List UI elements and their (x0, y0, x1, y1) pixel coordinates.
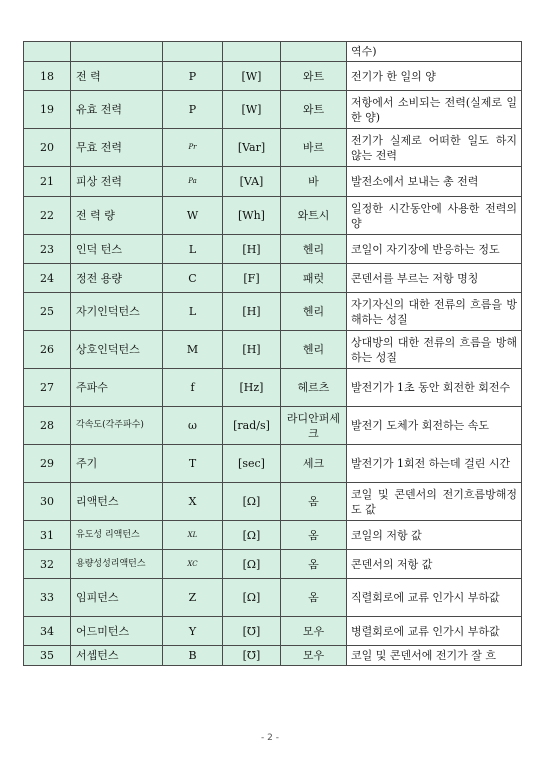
cell-term: 상호인덕턴스 (71, 331, 163, 369)
cell-unit-name: 바르 (281, 129, 347, 167)
cell-symbol: B (163, 646, 223, 666)
table-row (24, 550, 522, 579)
cell-unit-name: 와트시 (281, 197, 347, 235)
cell-unit: [Var] (223, 129, 281, 167)
table-row (24, 483, 522, 521)
cell-unit: [Ω] (223, 483, 281, 521)
page-number: - 2 - (261, 733, 279, 743)
table-row (24, 62, 522, 91)
cell-description: 저항에서 소비되는 전력(실제로 일한 양) (347, 91, 522, 129)
cell-unit: [H] (223, 235, 281, 264)
cell-no: 26 (24, 331, 71, 369)
cell-term: 주파수 (71, 369, 163, 407)
cell-symbol: P (163, 91, 223, 129)
cell-no: 30 (24, 483, 71, 521)
cell-symbol: ω (163, 407, 223, 445)
cell-unit-name: 옴 (281, 579, 347, 617)
cell-description: 코일 및 콘덴서의 전기흐름방해정도 값 (347, 483, 522, 521)
cell-no: 23 (24, 235, 71, 264)
cell-symbol: Pa (163, 167, 223, 197)
cell-unit: [H] (223, 293, 281, 331)
cell-unit: [sec] (223, 445, 281, 483)
cell-no: 35 (24, 646, 71, 666)
cell-no: 32 (24, 550, 71, 579)
cell-term: 피상 전력 (71, 167, 163, 197)
table-row (24, 264, 522, 293)
cell-unit-name: 옴 (281, 550, 347, 579)
cell-term: 어드미턴스 (71, 617, 163, 646)
cell-symbol: P (163, 62, 223, 91)
cell-unit (223, 42, 281, 62)
cell-term: 유효 전력 (71, 91, 163, 129)
cell-unit-name: 바 (281, 167, 347, 197)
cell-term: 자기인덕턴스 (71, 293, 163, 331)
cell-symbol: Z (163, 579, 223, 617)
cell-symbol: Pr (163, 129, 223, 167)
cell-symbol (163, 42, 223, 62)
cell-term: 서셉턴스 (71, 646, 163, 666)
cell-unit-name: 모우 (281, 646, 347, 666)
cell-no: 25 (24, 293, 71, 331)
cell-description: 역수) (347, 42, 522, 62)
cell-description: 전기가 실제로 어떠한 일도 하지 않는 전력 (347, 129, 522, 167)
cell-term (71, 42, 163, 62)
cell-symbol: L (163, 293, 223, 331)
cell-unit: [F] (223, 264, 281, 293)
cell-unit-name: 세크 (281, 445, 347, 483)
cell-term: 정전 용량 (71, 264, 163, 293)
table-row (24, 331, 522, 369)
cell-unit-name: 모우 (281, 617, 347, 646)
cell-term: 임피던스 (71, 579, 163, 617)
cell-description: 직렬회로에 교류 인가시 부하값 (347, 579, 522, 617)
cell-unit-name: 와트 (281, 62, 347, 91)
cell-term: 인덕 턴스 (71, 235, 163, 264)
cell-no: 24 (24, 264, 71, 293)
table-row (24, 521, 522, 550)
cell-description: 자기자신의 대한 전류의 흐름을 방해하는 성질 (347, 293, 522, 331)
cell-symbol: W (163, 197, 223, 235)
cell-description: 콘덴서를 부르는 저항 명칭 (347, 264, 522, 293)
cell-unit-name: 라디안퍼세크 (281, 407, 347, 445)
cell-description: 발전기 도체가 회전하는 속도 (347, 407, 522, 445)
cell-symbol: Y (163, 617, 223, 646)
cell-symbol: X (163, 483, 223, 521)
cell-unit: [Hz] (223, 369, 281, 407)
cell-unit: [℧] (223, 617, 281, 646)
cell-term: 각속도(각주파수) (71, 407, 163, 445)
cell-unit-name: 헨리 (281, 235, 347, 264)
cell-term: 전 력 량 (71, 197, 163, 235)
cell-symbol: C (163, 264, 223, 293)
cell-unit: [℧] (223, 646, 281, 666)
cell-description: 전기가 한 일의 양 (347, 62, 522, 91)
table-row (24, 293, 522, 331)
cell-no: 34 (24, 617, 71, 646)
cell-description: 발전기가 1초 동안 회전한 회전수 (347, 369, 522, 407)
cell-description: 발전기가 1회전 하는데 걸린 시간 (347, 445, 522, 483)
cell-unit: [Ω] (223, 521, 281, 550)
cell-unit: [Ω] (223, 579, 281, 617)
table-row (24, 167, 522, 197)
cell-description: 병렬회로에 교류 인가시 부하값 (347, 617, 522, 646)
cell-unit: [Ω] (223, 550, 281, 579)
cell-unit: [rad/s] (223, 407, 281, 445)
cell-no: 19 (24, 91, 71, 129)
cell-description: 코일이 자기장에 반응하는 정도 (347, 235, 522, 264)
cell-unit-name: 패럿 (281, 264, 347, 293)
table-row (24, 617, 522, 646)
cell-no: 20 (24, 129, 71, 167)
cell-no (24, 42, 71, 62)
terms-table (23, 41, 522, 666)
cell-no: 27 (24, 369, 71, 407)
cell-unit-name: 옴 (281, 521, 347, 550)
cell-description: 콘덴서의 저항 값 (347, 550, 522, 579)
table-row (24, 235, 522, 264)
cell-term: 주기 (71, 445, 163, 483)
cell-unit-name: 옴 (281, 483, 347, 521)
cell-symbol: XL (163, 521, 223, 550)
cell-symbol: XC (163, 550, 223, 579)
cell-term: 유도성 리액턴스 (71, 521, 163, 550)
cell-unit-name (281, 42, 347, 62)
cell-term: 전 력 (71, 62, 163, 91)
cell-unit: [VA] (223, 167, 281, 197)
table-row (24, 445, 522, 483)
cell-no: 33 (24, 579, 71, 617)
terms-table-body (24, 42, 522, 666)
cell-term: 용량성성리액턴스 (71, 550, 163, 579)
cell-unit: [H] (223, 331, 281, 369)
cell-symbol: M (163, 331, 223, 369)
table-row (24, 579, 522, 617)
cell-no: 29 (24, 445, 71, 483)
cell-description: 코일 및 콘덴서에 전기가 잘 흐 (347, 646, 522, 666)
cell-unit: [W] (223, 62, 281, 91)
cell-no: 31 (24, 521, 71, 550)
table-row (24, 129, 522, 167)
continuation-row (24, 42, 522, 62)
cell-unit-name: 헤르츠 (281, 369, 347, 407)
cell-term: 리액턴스 (71, 483, 163, 521)
cell-no: 21 (24, 167, 71, 197)
cell-unit-name: 와트 (281, 91, 347, 129)
cell-unit-name: 헨리 (281, 293, 347, 331)
cell-unit: [W] (223, 91, 281, 129)
cell-unit-name: 헨리 (281, 331, 347, 369)
cell-symbol: T (163, 445, 223, 483)
cell-no: 18 (24, 62, 71, 91)
cell-description: 일정한 시간동안에 사용한 전력의 양 (347, 197, 522, 235)
table-row (24, 407, 522, 445)
table-row (24, 91, 522, 129)
cell-term: 무효 전력 (71, 129, 163, 167)
table-row (24, 646, 522, 666)
cell-symbol: L (163, 235, 223, 264)
cell-description: 발전소에서 보내는 총 전력 (347, 167, 522, 197)
cell-symbol: f (163, 369, 223, 407)
cell-no: 22 (24, 197, 71, 235)
cell-description: 상대방의 대한 전류의 흐름을 방해하는 성질 (347, 331, 522, 369)
cell-unit: [Wh] (223, 197, 281, 235)
table-row (24, 369, 522, 407)
cell-description: 코일의 저항 값 (347, 521, 522, 550)
cell-no: 28 (24, 407, 71, 445)
table-row (24, 197, 522, 235)
